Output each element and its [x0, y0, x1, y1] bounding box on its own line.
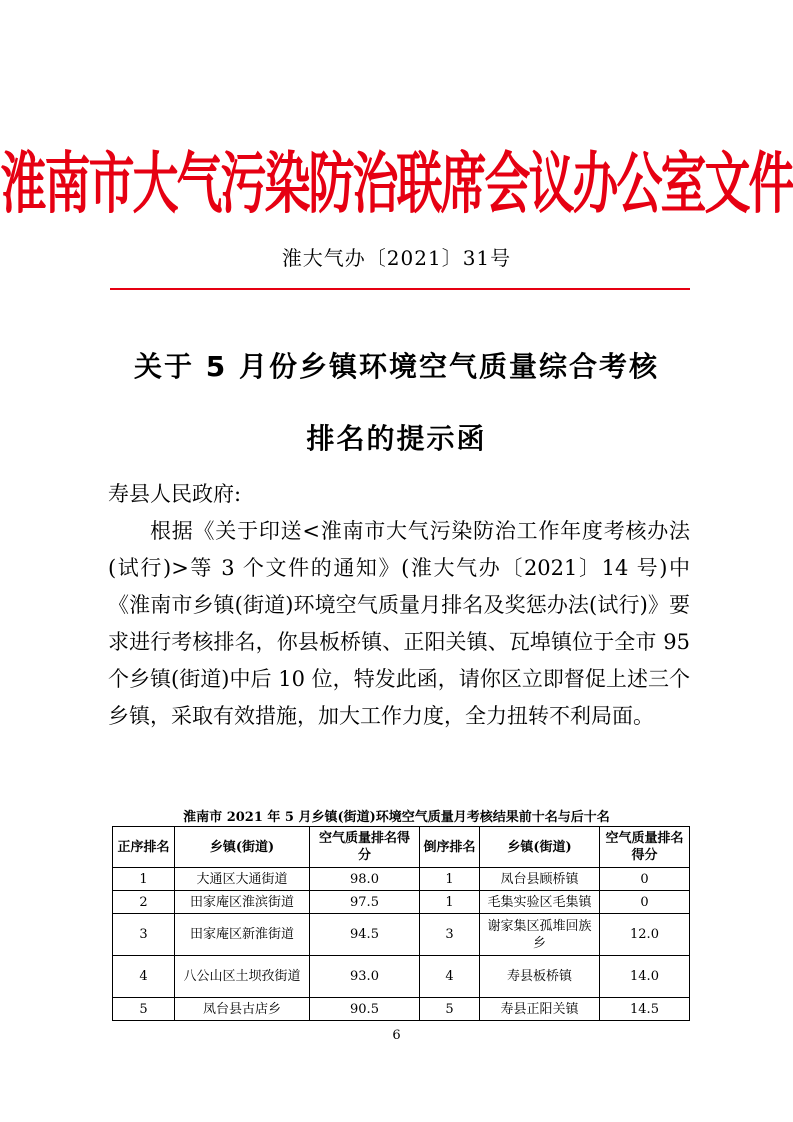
table-cell: 98.0 — [310, 868, 420, 891]
document-title-line-2: 排名的提示函 — [306, 422, 487, 455]
table-cell: 毛集实验区毛集镇 — [480, 891, 600, 914]
table-cell: 大通区大通街道 — [175, 868, 310, 891]
body-paragraph: 根据《关于印送<淮南市大气污染防治工作年度考核办法(试行)>等 3 个文件的通知》(淮大气办〔2021〕14 号)中《淮南市乡镇(街道)环境空气质量月排名及奖惩办法(试行)》要求进行考核排名，你县板桥镇、正阳关镇、瓦埠镇位于全市 95 个乡镇(街道)中后 10 位，特发此函，请你区立即督促上述三个乡镇，采取有效措施，加大工作力度，全力扭转不利局面。 — [108, 519, 690, 728]
table-cell: 4 — [420, 956, 480, 998]
table-row — [113, 998, 690, 1021]
table-cell: 寿县板桥镇 — [480, 956, 600, 998]
table-cell: 2 — [113, 891, 175, 914]
header-reverse-rank: 倒序排名 — [420, 827, 480, 868]
table-cell: 97.5 — [310, 891, 420, 914]
table-cell: 93.0 — [310, 956, 420, 998]
table-cell: 14.5 — [600, 998, 690, 1021]
ranking-table — [112, 826, 690, 1021]
red-divider — [110, 288, 690, 290]
table-cell: 12.0 — [600, 914, 690, 956]
table-header-row — [113, 827, 690, 868]
table-cell: 5 — [113, 998, 175, 1021]
document-title-line-1: 关于 5 月份乡镇环境空气质量综合考核 — [134, 350, 659, 383]
table-caption: 淮南市 2021 年 5 月乡镇(街道)环境空气质量月考核结果前十名与后十名 — [183, 810, 610, 825]
table-row — [113, 868, 690, 891]
salutation: 寿县人民政府: — [108, 482, 242, 506]
table-cell: 5 — [420, 998, 480, 1021]
table-cell: 1 — [113, 868, 175, 891]
table-cell: 凤台县顾桥镇 — [480, 868, 600, 891]
table-cell: 凤台县古店乡 — [175, 998, 310, 1021]
header-forward-rank: 正序排名 — [113, 827, 175, 868]
table-cell: 90.5 — [310, 998, 420, 1021]
page-number: 6 — [392, 1028, 401, 1043]
table-cell: 14.0 — [600, 956, 690, 998]
header-town: 乡镇(街道) — [480, 827, 600, 868]
table-cell: 94.5 — [310, 914, 420, 956]
document-number: 淮大气办〔2021〕31号 — [281, 246, 512, 270]
table-cell: 3 — [113, 914, 175, 956]
table-cell: 4 — [113, 956, 175, 998]
header-score: 空气质量排名得分 — [600, 827, 690, 868]
table-cell: 1 — [420, 868, 480, 891]
document-masthead: 淮南市大气污染防治联席会议办公室文件 — [0, 144, 793, 223]
table-cell: 田家庵区新淮街道 — [175, 914, 310, 956]
table-cell: 寿县正阳关镇 — [480, 998, 600, 1021]
table-cell: 3 — [420, 914, 480, 956]
header-town: 乡镇(街道) — [175, 827, 310, 868]
table-cell: 0 — [600, 868, 690, 891]
table-row — [113, 891, 690, 914]
table-cell: 1 — [420, 891, 480, 914]
table-row — [113, 914, 690, 956]
table-cell: 田家庵区淮滨街道 — [175, 891, 310, 914]
table-cell: 0 — [600, 891, 690, 914]
table-row — [113, 956, 690, 998]
table-cell: 八公山区土坝孜街道 — [175, 956, 310, 998]
header-score: 空气质量排名得分 — [310, 827, 420, 868]
table-cell: 谢家集区孤堆回族乡 — [480, 914, 600, 956]
